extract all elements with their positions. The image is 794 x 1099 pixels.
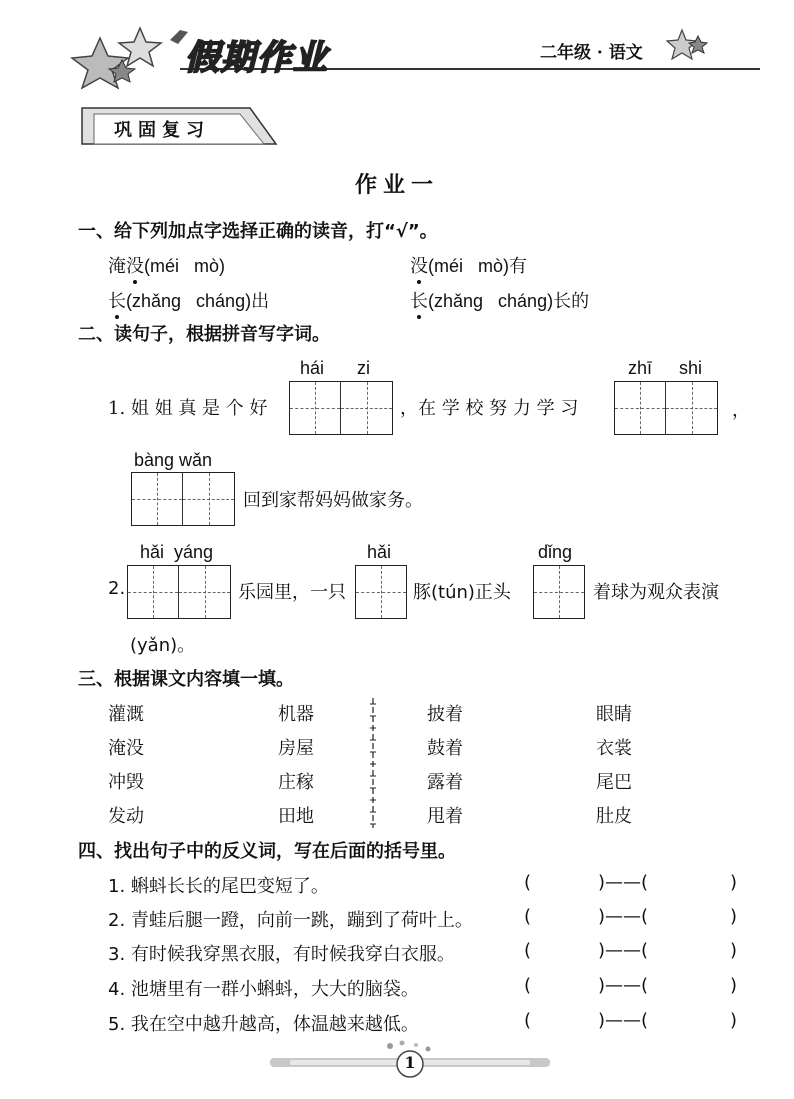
q1-item-3-options: (zhǎng cháng) [126,291,252,311]
writing-grid-haiyang[interactable] [127,565,231,619]
banner-label: 巩固复习 [114,120,210,141]
pinyin-hai: hái [300,358,325,378]
q1-heading: 一、给下列加点字选择正确的读音，打“√”。 [78,221,438,242]
q1-item-2-post: 有 [509,256,527,277]
q3-r1c2[interactable]: 机器 [278,704,314,725]
q1-item-3-post: 出 [251,291,270,312]
q3-r3c2[interactable]: 庄稼 [278,772,314,793]
q4-sentence-4: 4. 池塘里有一群小蝌蚪，大大的脑袋。 [108,979,419,1000]
q1-item-4 [410,287,589,313]
q1-item-3 [108,287,269,313]
q1-item-2-dotted: 没 [410,252,428,278]
q1-item-2-options: (méi mò) [428,256,509,276]
blank-close[interactable]: ) [730,1010,738,1031]
grid-cell[interactable] [615,382,666,434]
writing-grid-haizi[interactable] [289,381,393,435]
writing-grid-zhishi[interactable] [614,381,718,435]
q4-heading: 四、找出句子中的反义词，写在后面的括号里。 [78,841,456,862]
book-title: 假期作业 [185,38,329,78]
q3-r2c4[interactable]: 衣裳 [596,738,632,759]
blank-close[interactable]: ) [730,975,738,996]
q3-r4c3[interactable]: 甩着 [427,806,463,827]
q4-sentence-2: 2. 青蛙后腿一蹬，向前一跳，蹦到了荷叶上。 [108,910,473,931]
q2-s2-c: 着球为观众表演 [593,582,719,603]
grid-cell[interactable] [179,566,230,618]
blank-mid[interactable]: )——( [598,975,649,996]
q3-r3c3[interactable]: 露着 [427,772,463,793]
q1-item-4-dotted: 长 [410,287,428,313]
q3-r2c1[interactable]: 淹没 [108,738,144,759]
grid-cell[interactable] [128,566,179,618]
q3-r1c1[interactable]: 灌溉 [108,704,144,725]
blank-close[interactable]: ) [730,906,738,927]
grid-cell[interactable] [534,566,584,618]
q2-s1-part1: 1. 姐 姐 真 是 个 好 [108,398,268,419]
q1-item-4-options: (zhǎng cháng) [428,291,554,311]
writing-grid-hai[interactable] [355,565,407,619]
q3-r1c3[interactable]: 披着 [427,704,463,725]
q2-s2-num: 2. [108,578,126,599]
page-number: 1 [404,1053,416,1072]
homework-title: 作业一 [354,172,439,198]
grid-cell[interactable] [341,382,392,434]
blank-open[interactable]: ( [524,872,532,893]
pinyin-ding: dǐng [538,542,573,562]
q2-s2-d: (yǎn)。 [130,635,196,656]
pinyin-shi: shi [679,358,703,378]
q3-heading: 三、根据课文内容填一填。 [78,669,294,690]
q1-item-2 [410,252,527,278]
blank-close[interactable]: ) [730,940,738,961]
q3-r1c4[interactable]: 眼睛 [596,704,632,725]
blank-mid[interactable]: )——( [598,940,649,961]
q2-s1-comma: ， [732,400,750,421]
grid-cell[interactable] [183,473,234,525]
writing-grid-ding[interactable] [533,565,585,619]
q4-sentence-3: 3. 有时候我穿黑衣服，有时候我穿白衣服。 [108,944,455,965]
q3-r3c1[interactable]: 冲毁 [108,772,144,793]
blank-open[interactable]: ( [524,940,532,961]
star-small-icon [664,26,708,66]
q2-s2-a: 乐园里，一只 [238,582,346,603]
pinyin-bangwan: bàng wǎn [134,450,213,470]
star-cluster-icon [60,20,190,90]
q4-sentence-1: 1. 蝌蚪长长的尾巴变短了。 [108,876,329,897]
blank-open[interactable]: ( [524,975,532,996]
blank-open[interactable]: ( [524,1010,532,1031]
footer [270,1040,550,1080]
q1-item-1-dotted: 没 [126,252,144,278]
q3-r3c4[interactable]: 尾巴 [596,772,632,793]
q3-r4c4[interactable]: 肚皮 [596,806,632,827]
q3-r4c2[interactable]: 田地 [278,806,314,827]
blank-close[interactable]: ) [730,872,738,893]
q1-item-1 [108,252,225,278]
q4-row-5 [0,1010,794,1038]
writing-grid-bangwan[interactable] [131,472,235,526]
q2-s1-part3: 回到家帮妈妈做家务。 [243,490,423,511]
q4-row-2 [0,906,794,934]
pinyin-zi: zi [357,358,370,378]
pinyin-hai2: hǎi [367,542,392,562]
pinyin-haiyang: hǎi yáng [140,542,214,562]
q1-item-3-dotted: 长 [108,287,126,313]
blank-mid[interactable]: )——( [598,1010,649,1031]
q4-row-4 [0,975,794,1003]
q4-row-3 [0,940,794,968]
q2-heading: 二、读句子，根据拼音写字词。 [78,324,330,345]
q1-item-4-post: 长的 [553,291,590,312]
header [60,20,760,90]
grid-cell[interactable] [132,473,183,525]
grid-cell[interactable] [356,566,406,618]
grid-cell[interactable] [666,382,717,434]
grade-subject: 二年级 · 语文 [540,43,643,63]
q3-r2c2[interactable]: 房屋 [278,738,314,759]
q1-item-1-pre: 淹 [108,256,126,277]
section-banner [80,104,280,148]
q3-r2c3[interactable]: 鼓着 [427,738,463,759]
q2-s2-b: 豚(tún)正头 [413,582,511,603]
grid-cell[interactable] [290,382,341,434]
divider-dotted [368,698,378,828]
q3-r4c1[interactable]: 发动 [108,806,144,827]
q1-item-1-options: (méi mò) [144,256,225,276]
q4-row-1 [0,872,794,900]
blank-mid[interactable]: )——( [598,906,649,927]
blank-open[interactable]: ( [524,906,532,927]
pinyin-zhi: zhī [628,358,653,378]
blank-mid[interactable]: )——( [598,872,649,893]
q2-s1-part2: ，在 学 校 努 力 学 习 [400,398,579,419]
q4-sentence-5: 5. 我在空中越升越高，体温越来越低。 [108,1014,419,1035]
